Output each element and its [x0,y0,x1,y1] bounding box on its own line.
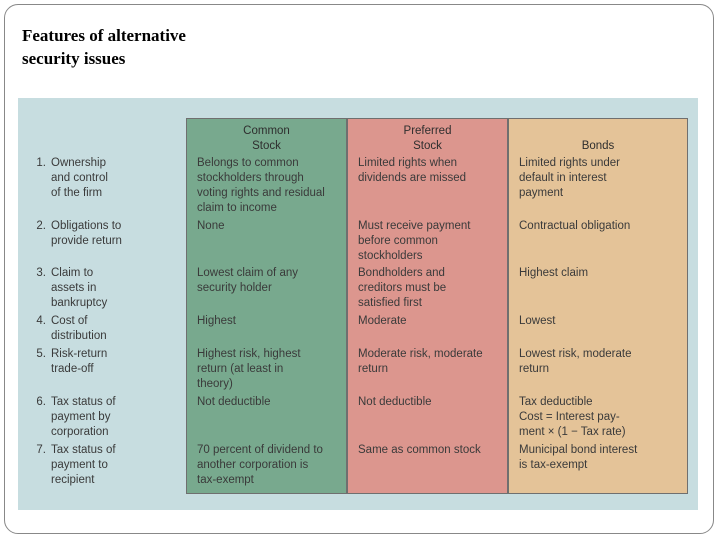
header-preferred-stock: Preferred Stock [403,125,452,152]
row-preferred-cell: Must receive payment before common stockholders [358,220,471,262]
header-common-stock: Common Stock [243,125,290,152]
row-number: 6. [36,396,46,408]
row-common-cell: Highest risk, highest return (at least in theory) [197,348,301,390]
row-feature: Claim to assets in bankruptcy [51,267,108,309]
row-number: 7. [36,444,46,456]
row-bonds-cell: Limited rights under default in interest payment [519,157,620,199]
row-number: 5. [36,348,46,360]
row-preferred-cell: Bondholders and creditors must be satisfied first [358,267,447,309]
row-common-cell: 70 percent of dividend to another corporation is tax-exempt [197,444,323,486]
row-preferred-cell: Not deductible [358,396,432,408]
row-preferred-cell: Same as common stock [358,444,481,456]
row-common-cell: Belongs to common stockholders through voting rights and residual claim to income [197,157,325,214]
row-bonds-cell: Municipal bond interest is tax-exempt [519,444,638,471]
row-preferred-cell: Moderate risk, moderate return [358,348,483,375]
row-feature: Ownership and control of the firm [51,157,108,199]
slide-title: Features of alternative security issues [22,26,186,68]
row-preferred-cell: Moderate [358,315,407,327]
row-feature: Obligations to provide return [51,220,122,247]
row-feature: Cost of distribution [51,315,107,342]
row-common-cell: Lowest claim of any security holder [197,267,298,294]
row-feature: Tax status of payment by corporation [51,396,116,438]
row-feature: Tax status of payment to recipient [51,444,116,486]
row-bonds-cell: Highest claim [519,267,589,279]
row-bonds-cell: Lowest [519,315,556,327]
row-number: 1. [36,157,46,169]
row-common-cell: None [197,220,225,232]
row-feature: Risk-return trade-off [51,348,108,375]
row-bonds-cell: Contractual obligation [519,220,631,232]
row-common-cell: Not deductible [197,396,271,408]
row-bonds-cell: Tax deductible Cost = Interest pay- ment × (1 − Tax rate) [519,396,626,438]
row-bonds-cell: Lowest risk, moderate return [519,348,632,375]
row-number: 2. [36,220,46,232]
comparison-table [18,98,698,510]
row-common-cell: Highest [197,315,236,327]
row-number: 4. [36,315,46,327]
row-number: 3. [36,267,46,279]
header-bonds: Bonds [581,140,615,152]
row-preferred-cell: Limited rights when dividends are missed [358,157,467,184]
